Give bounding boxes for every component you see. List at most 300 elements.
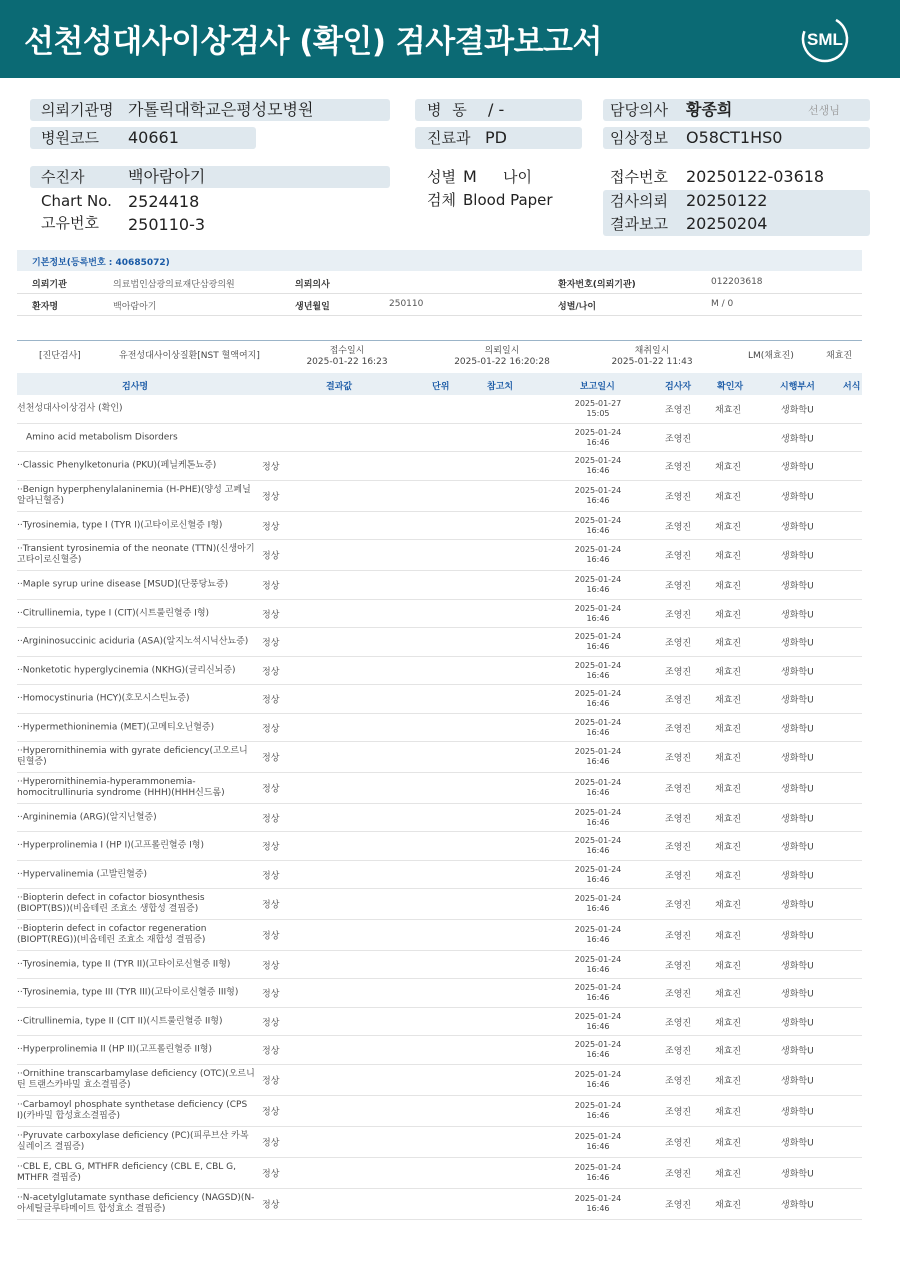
test-name: ··Ornithine transcarbamylase deficiency (OTC)(오르니틴 트랜스카바밀 효소결핍증)	[17, 1069, 255, 1090]
th-result: 결과값	[326, 382, 353, 392]
test-name: ··Carbamoyl phosphate synthetase deficiency (CPS I)(카바밀 합성효소결핍증)	[17, 1100, 248, 1121]
table-row	[17, 1036, 862, 1065]
meta-received-value: 2025-01-22 16:23	[306, 357, 388, 367]
report-time: 16:46	[586, 993, 610, 1002]
report-date: 2025-01-24	[574, 1070, 622, 1079]
request-label: 검사의뢰	[610, 192, 668, 210]
clinical-value: O58CT1HS0	[686, 128, 783, 147]
confirmer: 채효진	[715, 1107, 742, 1118]
logo-text: SML	[807, 30, 843, 49]
report-time: 16:46	[586, 1050, 610, 1059]
test-name: ··Citrullinemia, type II (CIT II)(시트룰린혈증 II형)	[17, 1016, 223, 1026]
table-row	[17, 657, 862, 685]
test-result: 정상	[262, 551, 280, 562]
table-row	[17, 832, 862, 861]
tester: 조영진	[665, 961, 692, 971]
basic-name-key: 환자명	[32, 302, 59, 312]
report-value: 20250204	[686, 214, 768, 233]
department: 생화학U	[781, 638, 814, 649]
confirmer: 채효진	[715, 961, 742, 971]
tester: 조영진	[665, 551, 692, 562]
sex-value: M	[463, 167, 477, 186]
department: 생화학U	[781, 405, 814, 416]
report-date: 2025-01-24	[574, 632, 622, 641]
report-date: 2025-01-24	[574, 1132, 622, 1141]
confirmer: 채효진	[715, 842, 742, 853]
confirmer: 채효진	[715, 492, 742, 503]
report-datetime	[565, 808, 631, 828]
ward-label: 병 동	[427, 101, 467, 119]
department: 생화학U	[781, 961, 814, 971]
test-name: ··Hypermethioninemia (MET)(고메티오닌혈증)	[17, 722, 215, 732]
department: 생화학U	[781, 931, 814, 942]
department: 생화학U	[781, 784, 814, 795]
th-ref: 참고치	[487, 382, 514, 392]
report-time: 16:46	[586, 437, 610, 447]
confirmer: 채효진	[715, 522, 742, 532]
test-result: 정상	[262, 1018, 280, 1028]
report-time: 16:46	[586, 904, 610, 913]
test-result: 정상	[262, 989, 280, 1000]
report-datetime	[565, 718, 631, 738]
test-result: 정상	[262, 814, 280, 824]
confirmer: 채효진	[715, 551, 742, 562]
report-time: 16:46	[586, 1111, 610, 1120]
report-date: 2025-01-27	[574, 399, 622, 408]
report-datetime	[565, 865, 631, 885]
report-datetime	[565, 836, 631, 856]
report-datetime	[565, 778, 631, 798]
report-datetime	[565, 632, 631, 652]
test-name: ··Argininosuccinic aciduria (ASA)(알지노석시닉산뇨증)	[17, 636, 249, 647]
basic-info-row-2	[17, 294, 862, 316]
report-time: 16:46	[586, 585, 610, 594]
report-time: 16:46	[586, 555, 610, 564]
doctor-suffix: 선생님	[808, 104, 840, 117]
department: 생화학U	[781, 695, 814, 706]
report-time: 16:46	[586, 874, 610, 884]
report-date: 2025-01-24	[574, 836, 622, 845]
report-time: 16:46	[586, 935, 610, 944]
report-datetime	[565, 428, 631, 448]
report-date: 2025-01-24	[574, 1011, 622, 1021]
basic-sexage-key: 성별/나이	[558, 302, 597, 312]
confirmer: 채효진	[715, 1138, 742, 1149]
confirmer: 채효진	[715, 695, 742, 706]
department: 생화학U	[781, 492, 814, 503]
department: 생화학U	[781, 667, 814, 677]
table-row	[17, 889, 862, 920]
report-date: 2025-01-24	[574, 778, 622, 787]
department: 생화학U	[781, 900, 814, 911]
test-result: 정상	[262, 871, 280, 881]
th-report-dt: 보고일시	[580, 382, 615, 392]
test-result: 정상	[262, 961, 280, 971]
basic-dob-key: 생년월일	[295, 302, 330, 312]
department: 생화학U	[781, 1200, 814, 1211]
meta-collected-value: 2025-01-22 11:43	[611, 357, 693, 367]
department: 생화학U	[781, 1046, 814, 1057]
hospital-code-value: 40661	[128, 128, 179, 147]
tester: 조영진	[665, 695, 692, 706]
confirmer: 채효진	[715, 931, 742, 942]
report-date: 2025-01-24	[574, 983, 622, 992]
department: 생화학U	[781, 1076, 814, 1087]
tester: 조영진	[665, 434, 692, 444]
test-name: 선천성대사이상검사 (확인)	[17, 403, 123, 414]
table-row	[17, 424, 862, 452]
table-row	[17, 951, 862, 979]
basic-sexage-value: M / 0	[711, 299, 734, 309]
report-time: 16:46	[586, 1142, 610, 1151]
meta-received-label: 접수일시	[329, 346, 365, 356]
test-result: 정상	[262, 462, 280, 473]
report-datetime	[565, 661, 631, 681]
receipt-value: 20250122-03618	[686, 167, 825, 186]
tester: 조영진	[665, 724, 692, 734]
tester: 조영진	[665, 1018, 692, 1028]
test-result: 정상	[262, 581, 280, 592]
table-row	[17, 481, 862, 512]
basic-inst-value: 의료법인삼광의료재단삼광의원	[113, 280, 235, 290]
report-date: 2025-01-24	[574, 717, 622, 727]
department: 생화학U	[781, 610, 814, 620]
confirmer: 채효진	[715, 784, 742, 795]
confirmer: 채효진	[715, 814, 742, 824]
table-row	[17, 920, 862, 951]
table-row	[17, 512, 862, 540]
test-result: 정상	[262, 1169, 280, 1180]
test-result: 정상	[262, 1200, 280, 1211]
table-row	[17, 714, 862, 742]
report-date: 2025-01-24	[574, 486, 622, 495]
report-datetime	[565, 456, 631, 476]
table-row	[17, 685, 862, 714]
tester: 조영진	[665, 1107, 692, 1118]
confirmer: 채효진	[715, 638, 742, 649]
th-format: 서식	[843, 382, 861, 392]
report-datetime	[565, 925, 631, 945]
department: 생화학U	[781, 753, 814, 764]
report-time: 16:46	[586, 727, 610, 737]
department: 생화학U	[781, 1138, 814, 1149]
request-value: 20250122	[686, 191, 768, 210]
department: 생화학U	[781, 522, 814, 532]
report-time: 16:46	[586, 1021, 610, 1031]
clinical-label: 임상정보	[610, 129, 668, 147]
tester: 조영진	[665, 753, 692, 764]
report-datetime	[565, 604, 631, 624]
confirmer: 채효진	[715, 610, 742, 620]
th-dept: 시행부서	[780, 382, 815, 392]
report-time: 16:46	[586, 496, 610, 505]
report-time: 16:46	[586, 788, 610, 797]
test-name: ··Citrullinemia, type I (CIT)(시트룰린혈증 I형)	[17, 608, 210, 618]
report-date: 2025-01-24	[574, 807, 622, 817]
report-datetime	[565, 1012, 631, 1032]
report-time: 16:46	[586, 670, 610, 680]
meta-requested-value: 2025-01-22 16:20:28	[454, 357, 550, 367]
table-row	[17, 742, 862, 773]
tester: 조영진	[665, 1076, 692, 1087]
basic-inst-key: 의뢰기관	[32, 280, 67, 290]
basic-doc-key: 의뢰의사	[295, 280, 330, 290]
table-row	[17, 1008, 862, 1036]
basic-info-row-1	[17, 272, 862, 294]
confirmer: 채효진	[715, 989, 742, 1000]
confirmer: 채효진	[715, 405, 742, 416]
tester: 조영진	[665, 462, 692, 473]
department: 생화학U	[781, 989, 814, 1000]
test-name: ··Hyperornithinemia-hyperammonemia-homocitrullinuria syndrome (HHH)(HHH신드롬)	[17, 777, 225, 798]
report-date: 2025-01-24	[574, 1163, 622, 1172]
report-date: 2025-01-24	[574, 427, 622, 437]
report-date: 2025-01-24	[574, 894, 622, 903]
basic-pid-key: 환자번호(의뢰기관)	[558, 280, 636, 290]
unique-value: 250110-3	[128, 215, 206, 234]
tester: 조영진	[665, 1169, 692, 1180]
tester: 조영진	[665, 1046, 692, 1057]
report-datetime	[565, 1101, 631, 1121]
report-time: 16:46	[586, 817, 610, 827]
test-name: ··Pyruvate carboxylase deficiency (PC)(피루브산 카복실레이즈 결핍증)	[17, 1131, 249, 1152]
table-row	[17, 1158, 862, 1189]
report-time: 16:46	[586, 466, 610, 475]
report-date: 2025-01-24	[574, 1101, 622, 1110]
th-unit: 단위	[432, 382, 450, 392]
report-datetime	[565, 894, 631, 914]
confirmer: 채효진	[715, 1169, 742, 1180]
th-name: 검사명	[122, 382, 149, 392]
report-date: 2025-01-24	[574, 660, 622, 670]
report-time: 15:05	[586, 409, 610, 418]
table-row	[17, 395, 862, 424]
report-date: 2025-01-24	[574, 864, 622, 874]
test-name: ··Argininemia (ARG)(알지닌혈증)	[17, 812, 157, 822]
report-datetime	[565, 1163, 631, 1183]
meta-lm: LM(채효진)	[748, 351, 794, 361]
test-name: ··Maple syrup urine disease [MSUD](단풍당뇨증)	[17, 579, 229, 590]
report-datetime	[565, 516, 631, 536]
report-time: 16:46	[586, 699, 610, 708]
tester: 조영진	[665, 1138, 692, 1149]
report-label: 결과보고	[610, 215, 668, 233]
report-datetime	[565, 955, 631, 975]
test-result: 정상	[262, 1138, 280, 1149]
tester: 조영진	[665, 610, 692, 620]
basic-info-title: 기본정보(등록번호 : 40685072)	[17, 250, 862, 271]
report-datetime	[565, 1194, 631, 1214]
report-datetime	[565, 983, 631, 1003]
test-result: 정상	[262, 900, 280, 911]
th-confirmer: 확인자	[717, 382, 744, 392]
test-result: 정상	[262, 724, 280, 734]
confirmer: 채효진	[715, 1046, 742, 1057]
meta-disease: 유전성대사이상질환[NST 혈액여지]	[119, 351, 260, 361]
receipt-label: 접수번호	[610, 168, 668, 186]
basic-pid-value: 012203618	[711, 277, 763, 287]
report-time: 16:46	[586, 1080, 610, 1089]
report-date: 2025-01-24	[574, 545, 622, 554]
tester: 조영진	[665, 522, 692, 532]
confirmer: 채효진	[715, 1076, 742, 1087]
tester: 조영진	[665, 871, 692, 881]
test-name: ··Tyrosinemia, type I (TYR I)(고타이로신혈증 I형)	[17, 520, 223, 530]
doctor-label: 담당의사	[610, 101, 668, 119]
table-row	[17, 1096, 862, 1127]
report-datetime	[565, 747, 631, 767]
confirmer: 채효진	[715, 871, 742, 881]
confirmer: 채효진	[715, 753, 742, 764]
confirmer: 채효진	[715, 462, 742, 473]
confirmer: 채효진	[715, 581, 742, 592]
meta-requested-label: 의뢰일시	[484, 346, 520, 356]
report-time: 16:46	[586, 525, 610, 535]
test-name: ··Nonketotic hyperglycinemia (NKHG)(글리신뇌증)	[17, 665, 236, 675]
report-datetime	[565, 1070, 631, 1090]
confirmer: 채효진	[715, 900, 742, 911]
hospital-code-label: 병원코드	[41, 129, 99, 147]
report-time: 16:46	[586, 846, 610, 855]
dept-label: 진료과	[427, 129, 471, 147]
tester: 조영진	[665, 405, 692, 416]
report-date: 2025-01-24	[574, 925, 622, 934]
test-result: 정상	[262, 842, 280, 853]
table-row	[17, 861, 862, 889]
test-result: 정상	[262, 492, 280, 503]
department: 생화학U	[781, 1107, 814, 1118]
department: 생화학U	[781, 724, 814, 734]
tester: 조영진	[665, 900, 692, 911]
report-datetime	[565, 399, 631, 419]
patient-value: 백아람아기	[128, 167, 206, 186]
test-name: ··Hyperornithinemia with gyrate deficiency(고오르니틴혈증)	[17, 746, 248, 767]
report-datetime	[565, 1040, 631, 1060]
report-date: 2025-01-24	[574, 689, 622, 698]
basic-dob-value: 250110	[389, 299, 424, 309]
specimen-label: 검체	[427, 191, 456, 209]
tester: 조영진	[665, 989, 692, 1000]
test-name: ··Biopterin defect in cofactor biosynthesis (BIOPT(BS))(비옵테린 조효소 생합성 결핍증)	[17, 893, 205, 914]
test-name: ··Homocystinuria (HCY)(호모시스틴뇨증)	[17, 693, 190, 704]
table-row	[17, 1065, 862, 1096]
report-date: 2025-01-24	[574, 575, 622, 584]
report-time: 16:46	[586, 642, 610, 651]
report-header	[0, 0, 900, 78]
test-name: ··Tyrosinemia, type III (TYR III)(고타이로신혈증 III형)	[17, 987, 239, 998]
department: 생화학U	[781, 1018, 814, 1028]
test-name: ··Benign hyperphenylalaninemia (H-PHE)(양성 고페닐알라닌혈증)	[17, 485, 251, 506]
tester: 조영진	[665, 1200, 692, 1211]
report-datetime	[565, 486, 631, 506]
test-name: ··Transient tyrosinemia of the neonate (TTN)(신생아기 고타이로신혈증)	[17, 544, 255, 565]
tester: 조영진	[665, 842, 692, 853]
basic-name-value: 백아람아기	[113, 302, 157, 312]
table-row	[17, 773, 862, 804]
patient-label: 수진자	[41, 168, 85, 186]
specimen-value: Blood Paper	[463, 191, 553, 209]
report-time: 16:46	[586, 1204, 610, 1213]
meta-collected-label: 채취일시	[634, 346, 670, 356]
department: 생화학U	[781, 871, 814, 881]
report-time: 16:46	[586, 1173, 610, 1182]
report-time: 16:46	[586, 613, 610, 623]
report-date: 2025-01-24	[574, 515, 622, 525]
test-name: ··Hyperprolinemia I (HP I)(고프롤린혈증 I형)	[17, 840, 205, 851]
table-row	[17, 1189, 862, 1220]
report-time: 16:46	[586, 757, 610, 766]
report-date: 2025-01-24	[574, 747, 622, 756]
table-row	[17, 979, 862, 1008]
meta-category: [진단검사]	[39, 351, 81, 361]
doctor-value: 황종희	[686, 100, 733, 119]
test-name: ··Biopterin defect in cofactor regeneration (BIOPT(REG))(비옵테린 조효소 재합성 결핍증)	[17, 924, 207, 945]
tester: 조영진	[665, 931, 692, 942]
department: 생화학U	[781, 581, 814, 592]
test-result: 정상	[262, 667, 280, 677]
test-name: ··N-acetylglutamate synthase deficiency (NAGSD)(N-아세틸글루타메이트 합성효소 결핍증)	[17, 1193, 255, 1214]
test-result: 정상	[262, 1046, 280, 1057]
report-datetime	[565, 689, 631, 709]
department: 생화학U	[781, 434, 814, 444]
test-result: 정상	[262, 638, 280, 649]
institution-label: 의뢰기관명	[41, 101, 114, 119]
test-name: ··Tyrosinemia, type II (TYR II)(고타이로신혈증 II형)	[17, 959, 231, 969]
chart-value: 2524418	[128, 192, 200, 211]
table-row	[17, 600, 862, 628]
test-result: 정상	[262, 695, 280, 706]
test-result: 정상	[262, 610, 280, 620]
age-label: 나이	[503, 168, 532, 186]
table-row	[17, 540, 862, 571]
test-name: ··Classic Phenylketonuria (PKU)(페닐케톤뇨증)	[17, 460, 217, 471]
institution-value: 가톨릭대학교은평성모병원	[128, 100, 314, 119]
tester: 조영진	[665, 667, 692, 677]
confirmer: 채효진	[715, 724, 742, 734]
department: 생화학U	[781, 462, 814, 473]
tester: 조영진	[665, 784, 692, 795]
report-datetime	[565, 1132, 631, 1152]
sml-logo	[800, 14, 850, 64]
department: 생화학U	[781, 551, 814, 562]
test-name: ··Hypervalinemia (고발린혈증)	[17, 869, 147, 879]
sex-label: 성별	[427, 168, 456, 186]
table-row	[17, 628, 862, 657]
tester: 조영진	[665, 581, 692, 592]
test-name: ··CBL E, CBL G, MTHFR deficiency (CBL E, CBL G, MTHFR 결핍증)	[17, 1162, 236, 1183]
test-result: 정상	[262, 1076, 280, 1087]
meta-collector: 채효진	[826, 351, 853, 361]
unique-label: 고유번호	[41, 214, 99, 232]
test-result: 정상	[262, 753, 280, 764]
department: 생화학U	[781, 842, 814, 853]
report-time: 16:46	[586, 964, 610, 974]
tester: 조영진	[665, 638, 692, 649]
tester: 조영진	[665, 492, 692, 503]
report-date: 2025-01-24	[574, 1194, 622, 1203]
th-tester: 검사자	[665, 382, 692, 392]
table-row	[17, 452, 862, 481]
report-datetime	[565, 545, 631, 565]
table-row	[17, 1127, 862, 1158]
report-datetime	[565, 575, 631, 595]
chart-label: Chart No.	[41, 192, 112, 210]
report-title: 선천성대사이상검사 (확인) 검사결과보고서	[24, 24, 602, 60]
test-name: ··Hyperprolinemia II (HP II)(고프롤린혈증 II형)	[17, 1044, 212, 1055]
confirmer: 채효진	[715, 1018, 742, 1028]
confirmer: 채효진	[715, 667, 742, 677]
order-meta-row	[17, 340, 862, 371]
